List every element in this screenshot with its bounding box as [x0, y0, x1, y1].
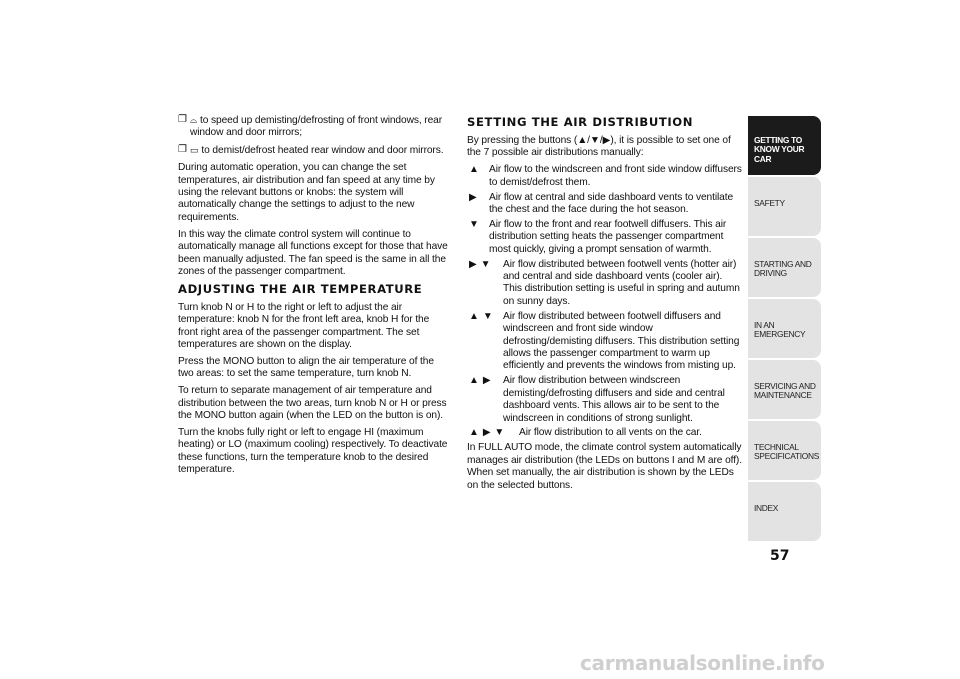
tab-in-an-emergency[interactable]	[748, 299, 821, 358]
intro-paragraph: By pressing the buttons (▲/▼/▶), it is possible to set one of the 7 possible air distributions manually:	[467, 135, 731, 159]
closing-paragraph: In FULL AUTO mode, the climate control system automatically manages air distribution (the LEDs on buttons I and M are off). When set manually, the air distribution is shown by the LEDs on the selected buttons.	[467, 442, 742, 491]
bullet-rear-defrost	[178, 144, 450, 157]
tab-label: STARTING AND DRIVING	[754, 259, 812, 279]
bullet-demist	[178, 114, 450, 140]
paragraph: Turn knob N or H to the right or left to adjust the air temperature: knob N for the front left area, knob H for the front right area of the passenger compartment. The set temperatures are shown on the display.	[178, 301, 430, 351]
arrow-down-icon: ▼	[480, 258, 491, 270]
right-column	[467, 114, 743, 496]
arrow-up-icon: ▲	[469, 310, 479, 322]
arrow-down-icon: ▼	[482, 310, 493, 322]
distribution-item: ▲ ▶ Air flow distribution between windscreen demisting/defrosting diffusers and side and central dashboard vents. This allows air to be sent to the windscreen in conditions of strong sunlight.	[469, 375, 725, 424]
arrow-right-icon: ▶	[469, 258, 477, 270]
tab-getting-to-know-your-car[interactable]	[748, 116, 821, 175]
arrow-up-icon: ▲	[469, 427, 479, 439]
checkbox-bullet-icon: ❐	[178, 114, 187, 125]
tab-safety[interactable]	[748, 177, 821, 236]
distribution-item: ▲ ▶ ▼ Air flow distribution to all vents on the car.	[469, 427, 702, 439]
windscreen-demist-icon: ⌓	[190, 115, 198, 125]
distribution-item: ▶ Air flow at central and side dashboard vents to ventilate the chest and the face during the hot season.	[469, 191, 734, 216]
tab-label: GETTING TO KNOW YOUR CAR	[754, 135, 805, 164]
paragraph: Press the MONO button to align the air temperature of the two areas: to set the same temperature, turn knob N.	[178, 356, 434, 380]
tab-label: SAFETY	[754, 198, 785, 208]
chapter-sidebar	[748, 116, 821, 543]
paragraph: In this way the climate control system will continue to automatically manage all functions except for those that have been manually adjusted. The fan speed is the same in all the zones of the passenger compartment.	[178, 228, 448, 277]
distribution-item: ▼ Air flow to the front and rear footwell diffusers. This air distribution setting heats the passenger compartment most quickly, giving a prompt sensation of warmth.	[469, 218, 727, 255]
tab-technical-specifications[interactable]	[748, 421, 821, 480]
tab-label: INDEX	[754, 503, 779, 513]
distribution-item: ▶ ▼ Air flow distributed between footwell vents (hotter air) and central and side dashboard vents (cooler air). This distribution setting is useful in spring and autumn on sunny days.	[469, 258, 740, 307]
arrow-down-icon: ▼	[469, 218, 479, 230]
bullet-text: to speed up demisting/defrosting of front windows, rear window and door mirrors;	[190, 115, 442, 139]
arrow-right-icon: ▶	[482, 375, 491, 387]
arrow-right-icon: ▶	[469, 191, 477, 203]
tab-label: SERVICING AND MAINTENANCE	[754, 381, 816, 401]
arrow-right-icon: ▶	[482, 427, 491, 439]
bullet-text: to demist/defrost heated rear window and door mirrors.	[201, 145, 444, 157]
tab-starting-and-driving[interactable]	[748, 238, 821, 297]
rear-window-heater-icon: ▭	[190, 145, 199, 156]
arrow-down-icon: ▼	[494, 427, 505, 439]
tab-servicing-and-maintenance[interactable]	[748, 360, 821, 419]
checkbox-bullet-icon: ❐	[178, 144, 187, 156]
distribution-item: ▲ ▼ Air flow distributed between footwell diffusers and windscreen and front side window defrosting/demisting diffusers. This distribution setting allows the passenger compartment to warm up efficiently and prevents the windows from misting up.	[469, 310, 740, 372]
paragraph: During automatic operation, you can change the set temperatures, air distribution and fan speed at any time by using the relevant buttons or knobs: the system will automatically change the settings to adjust to the new requirements.	[178, 162, 435, 223]
page-number: 57	[770, 548, 790, 564]
watermark: carmanualsonline.info	[580, 651, 825, 675]
paragraph: Turn the knobs fully right or left to engage HI (maximum heating) or LO (maximum cooling) respectively. To deactivate these functions, turn the temperature knob to the desired temperature.	[178, 427, 448, 476]
section-heading-air-distribution: SETTING THE AIR DISTRIBUTION	[467, 115, 694, 129]
arrow-up-icon: ▲	[469, 164, 479, 176]
arrow-up-icon: ▲	[469, 375, 479, 387]
tab-index[interactable]	[748, 482, 821, 541]
paragraph: To return to separate management of air temperature and distribution between the two areas, turn knob N or H or press the MONO button again (when the LED on the button is on).	[178, 385, 447, 422]
section-heading-air-temperature: ADJUSTING THE AIR TEMPERATURE	[178, 281, 423, 296]
left-column	[178, 114, 450, 481]
distribution-buttons-icon: ▲/▼/▶	[577, 135, 611, 146]
tab-label: IN AN EMERGENCY	[754, 320, 806, 340]
tab-label: TECHNICAL SPECIFICATIONS	[754, 442, 819, 462]
distribution-item: ▲ Air flow to the windscreen and front side window diffusers to demist/defrost them.	[469, 164, 742, 188]
